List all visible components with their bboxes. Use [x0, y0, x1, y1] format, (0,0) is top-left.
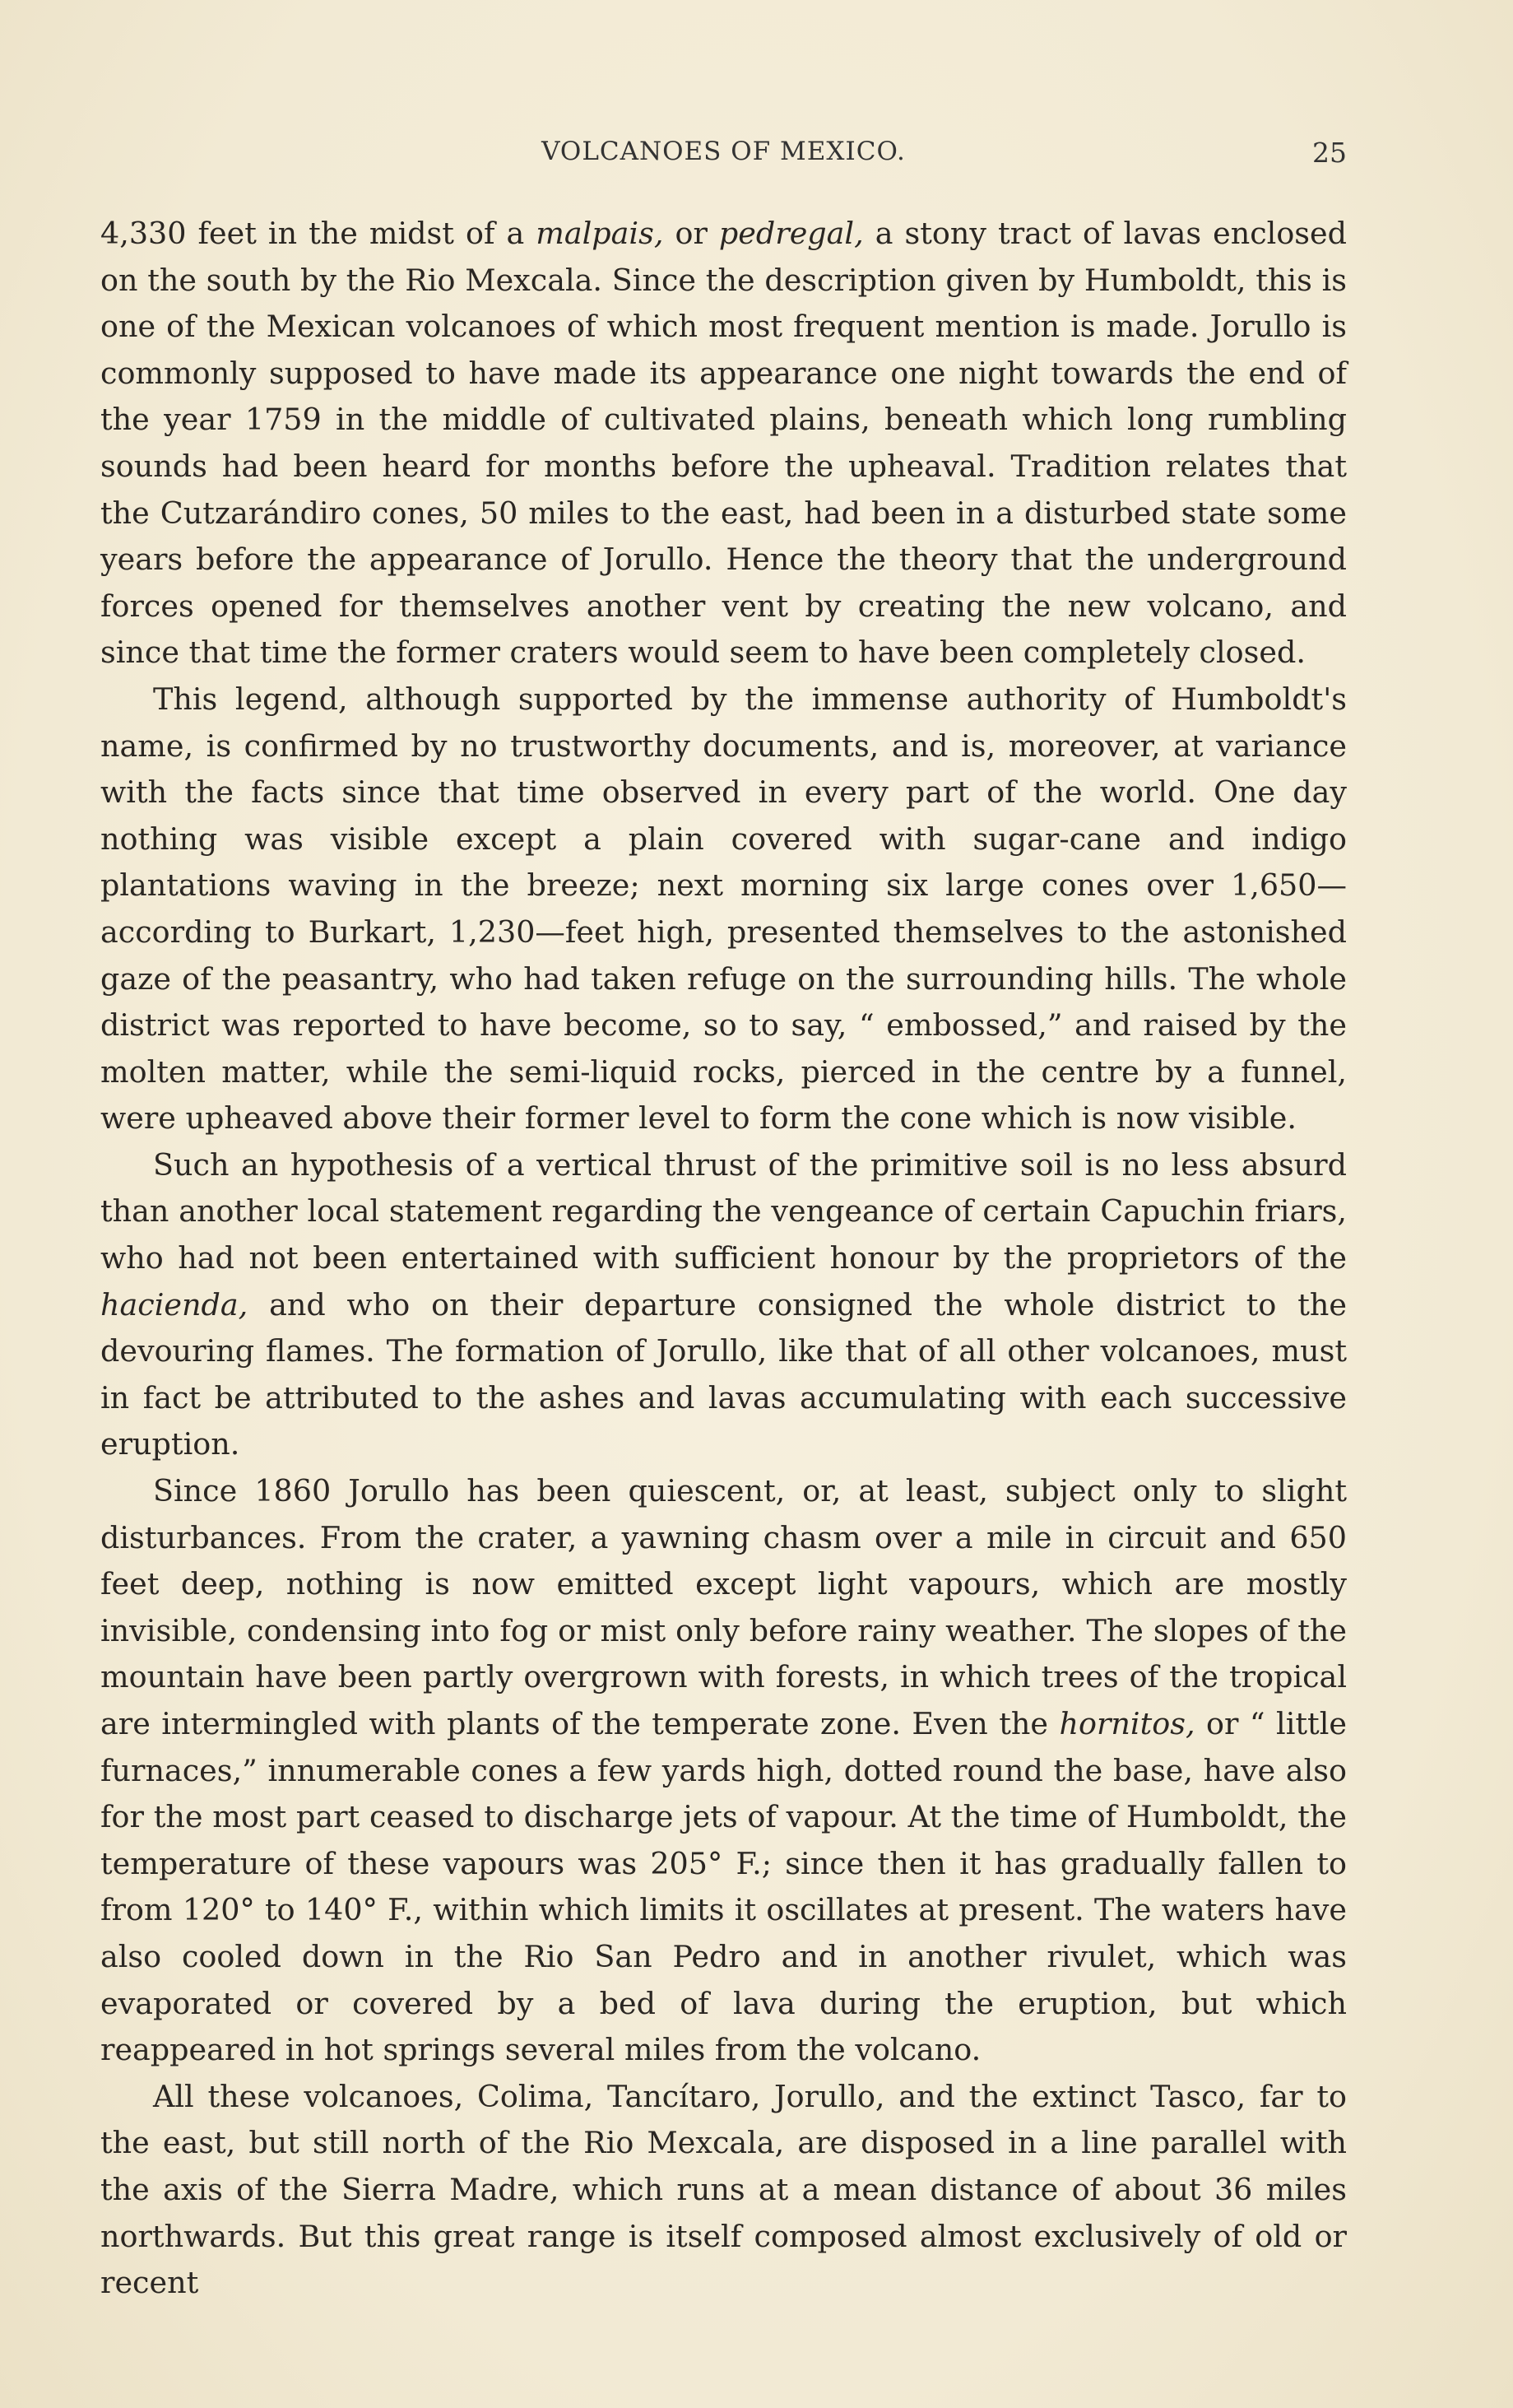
running-title: VOLCANOES OF MEXICO.: [541, 137, 906, 166]
text-run: and who on their departure consigned the whole district to the devouring flames. The formation of Jorullo, like that of all other volcanoes, must in fact be attributed to the ashes and lavas accumulating with each successive eruption.: [100, 1286, 1347, 1462]
italic-text: malpais,: [536, 216, 664, 251]
text-run: All these volcanoes, Colima, Tancítaro, Jorullo, and the extinct Tasco, far to the east, but still north of the Rio Mexcala, are disposed in a line parallel with the axis of the Sierra Madre, which runs at a mean distance of about 36 miles northwards. But this great range is itself composed almost exclusively of old or recent: [100, 2078, 1347, 2301]
text-run: Such an hypothesis of a vertical thrust of the primitive soil is no less absurd than another local statement regarding the vengeance of certain Capuchin friars, who had not been entertained with sufficient honour by the proprietors of the: [100, 1146, 1347, 1276]
text-run: 4,330 feet in the midst of a: [100, 216, 536, 251]
paragraph: [100, 1142, 1347, 1468]
paragraph: [100, 676, 1347, 1142]
text-run: Since 1860 Jorullo has been quiescent, or, at least, subject only to slight disturbances. From the crater, a yawning chasm over a mile in circuit and 650 feet deep, nothing is now emitted except light vapours, which are mostly invisible, condensing into fog or mist only before rainy weather. The slopes of the mountain have been partly overgrown with forests, in which trees of the tropical are intermingled with plants of the temperate zone. Even the: [100, 1473, 1347, 1741]
paragraph: [100, 1468, 1347, 2074]
page-header: [100, 137, 1347, 178]
italic-text: hacienda,: [100, 1286, 248, 1323]
text-run: or: [663, 216, 719, 251]
text-run: or “ little furnaces,” innumerable cones a few yards high, dotted round the base, have also for the most part ceased to discharge jets of vapour. At the time of Humboldt, the temperature of these vapours was 205° F.; since then it has gradually fallen to from 120° to 140° F., within which limits it oscillates at present. The waters have also cooled down in the Rio San Pedro and in another rivulet, which was evaporated or covered by a bed of lava during the eruption, but which reappeared in hot springs several miles from the volcano.: [100, 1706, 1347, 2068]
paragraph: [100, 2074, 1347, 2307]
text-body: [100, 211, 1347, 2307]
text-run: a stony tract of lavas enclosed on the south by the Rio Mexcala. Since the description given by Humboldt, this is one of the Mexican volcanoes of which most frequent mention is made. Jorullo is commonly supposed to have made its appearance one night towards the end of the year 1759 in the middle of cultivated plains, beneath which long rumbling sounds had been heard for months before the upheaval. Tradition relates that the Cutzarándiro cones, 50 miles to the east, had been in a disturbed state some years before the appearance of Jorullo. Hence the theory that the underground forces opened for themselves another vent by creating the new volcano, and since that time the former craters would seem to have been completely closed.: [100, 216, 1347, 671]
italic-text: hornitos,: [1059, 1706, 1195, 1741]
italic-text: pedregal,: [718, 216, 864, 251]
page-number: 25: [1312, 137, 1347, 169]
text-run: This legend, although supported by the immense authority of Humboldt's name, is confirmed by no trustworthy documents, and is, moreover, at variance with the facts since that time observed in every part of the world. One day nothing was visible except a plain covered with sugar-cane and indigo plantations waving in the breeze; next morning six large cones over 1,650—according to Burkart, 1,230—feet high, presented themselves to the astonished gaze of the peasantry, who had taken refuge on the surrounding hills. The whole district was reported to have become, so to say, “ embossed,” and raised by the molten matter, while the semi-liquid rocks, pierced in the centre by a funnel, were upheaved above their former level to form the cone which is now visible.: [100, 681, 1347, 1137]
paragraph: [100, 211, 1347, 676]
